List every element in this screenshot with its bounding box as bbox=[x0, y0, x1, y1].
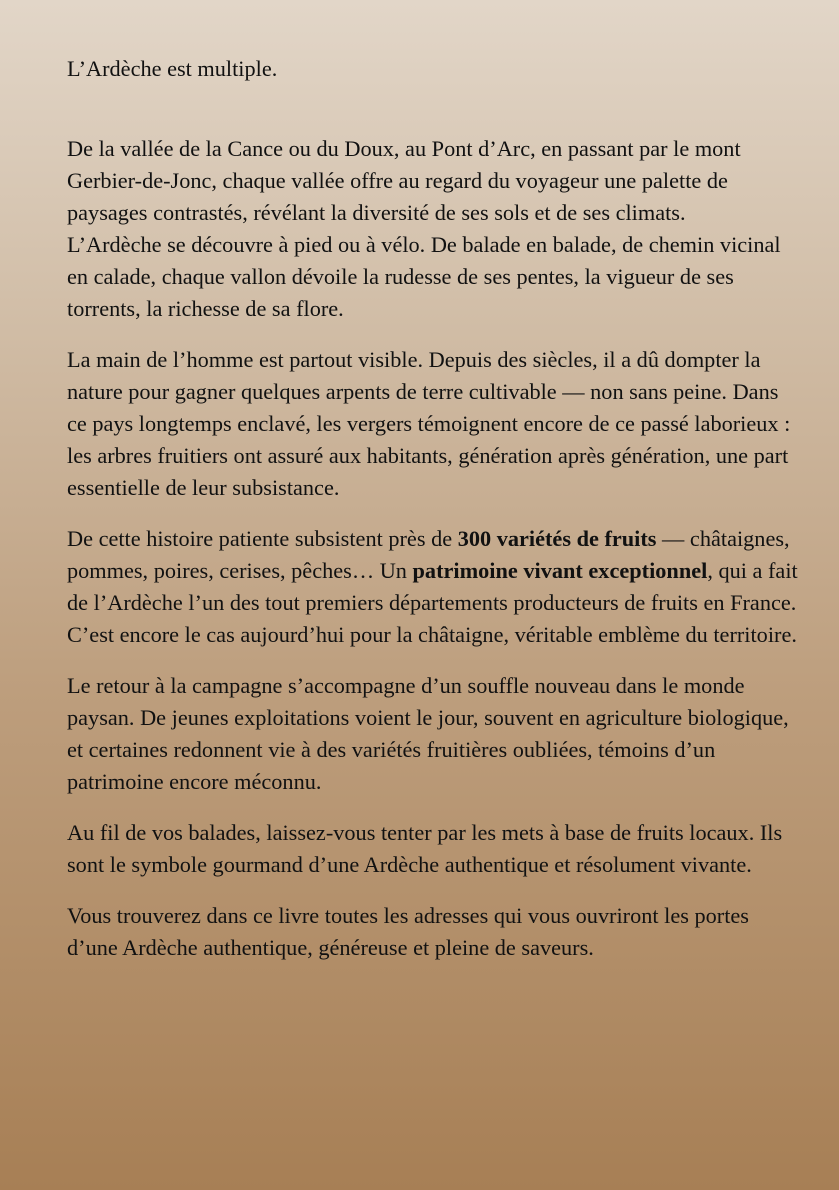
intro-line: L’Ardèche est multiple. bbox=[67, 56, 278, 81]
paragraph-human-hand: La main de l’homme est partout visible. Depuis des siècles, il a dû dompter la nature pour gagner quelques arpents de terre cultivable — non sans peine. Dans ce pays longtemps enclavé, les vergers témoignent encore de ce passé laborieux : les arbres fruitiers ont assuré aux habitants, génération après génération, une part essentielle de leur subsistance. bbox=[67, 347, 791, 500]
paragraph-valleys-line-b: L’Ardèche se découvre à pied ou à vélo. De balade en balade, de chemin vicinal en calade, chaque vallon dévoile la rudesse de ses pentes, la vigueur de ses torrents, la richesse de sa flore. bbox=[67, 232, 781, 321]
paragraph-valleys bbox=[67, 133, 799, 325]
paragraph-book-addresses: Vous trouverez dans ce livre toutes les adresses qui vous ouvriront les portes d’une Ardèche authentique, généreuse et pleine de saveurs. bbox=[67, 903, 749, 960]
paragraph-fruit-heritage bbox=[67, 523, 799, 651]
heritage-bold-patrimoine: patrimoine vivant exceptionnel bbox=[412, 558, 708, 583]
heritage-text-3: , qui a fait de l’Ardèche l’un des tout premiers départements producteurs de fruits en France. C’est encore le cas aujourd’hui pour la châtaigne, véritable emblème du territoire. bbox=[67, 558, 798, 647]
paragraph-countryside: Le retour à la campagne s’accompagne d’un souffle nouveau dans le monde paysan. De jeunes exploitations voient le jour, souvent en agriculture biologique, et certaines redonnent vie à des variétés fruitières oubliées, témoins d’un patrimoine encore méconnu. bbox=[67, 673, 789, 794]
paragraph-balades: Au fil de vos balades, laissez-vous tenter par les mets à base de fruits locaux. Ils sont le symbole gourmand d’une Ardèche authentique et résolument vivante. bbox=[67, 820, 783, 877]
heritage-bold-varieties: 300 variétés de fruits bbox=[457, 526, 657, 551]
paragraph-valleys-line-a: De la vallée de la Cance ou du Doux, au Pont d’Arc, en passant par le mont Gerbier-de-Jonc, chaque vallée offre au regard du voyageur une palette de paysages contrastés, révélant la diversité de ses sols et de ses climats. bbox=[67, 136, 741, 225]
heritage-text-2: — châtaignes, pommes, poires, cerises, pêches… Un bbox=[67, 526, 790, 583]
heritage-text-1: De cette histoire patiente subsistent près de bbox=[67, 526, 458, 551]
